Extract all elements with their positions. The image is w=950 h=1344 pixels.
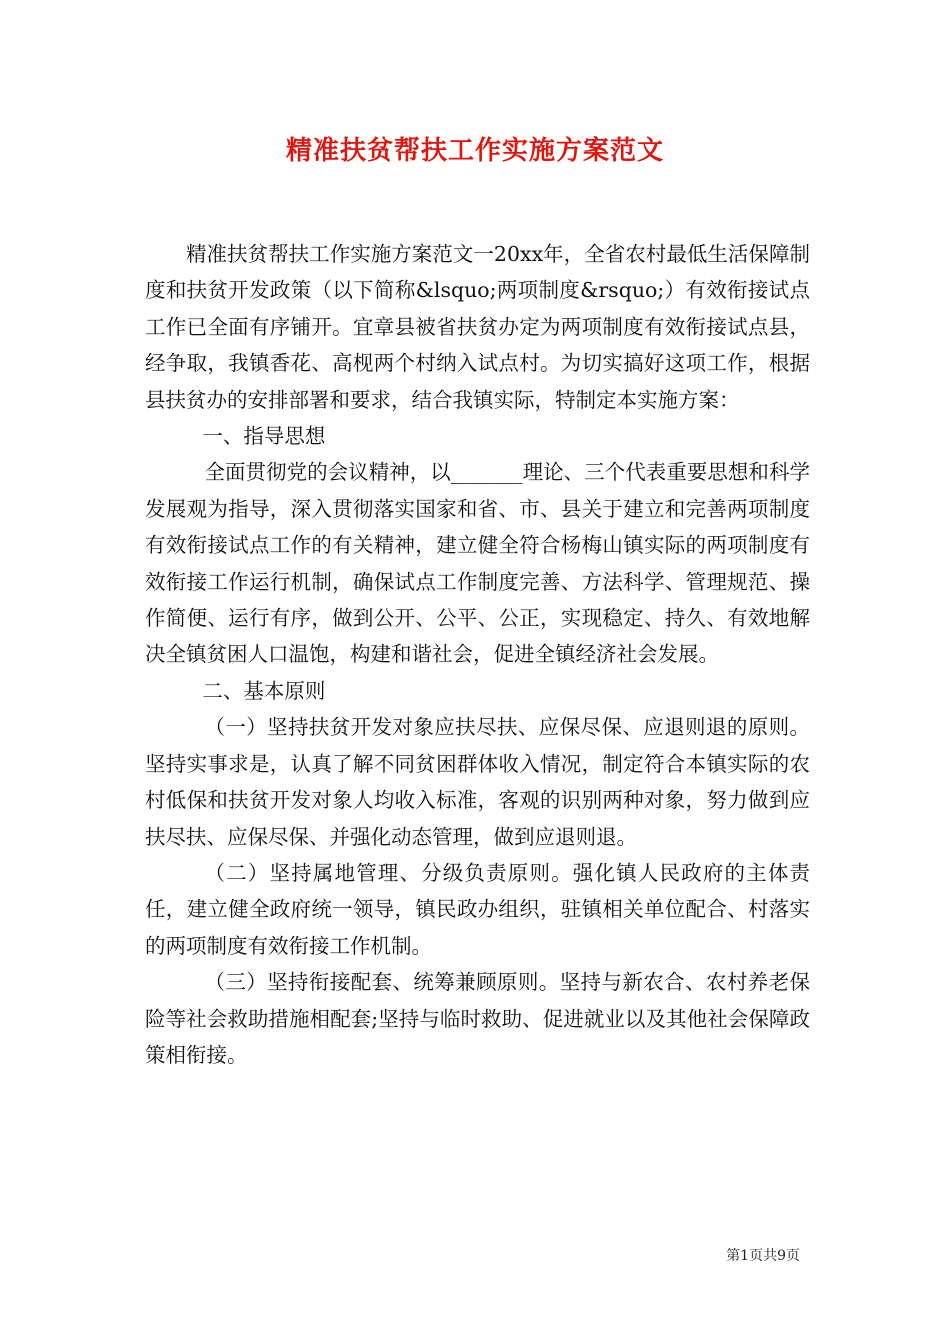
guiding-thought-paragraph: 全面贯彻党的会议精神，以_______理论、三个代表重要思想和科学发展观为指导，深入贯彻落实国家和省、市、县关于建立和完善两项制度有效衔接试点工作的有关精神，建立健全符合杨梅山镇实际的两项制度有效衔接工作运行机制，确保试点工作制度完善、方法科学、管理规范、操作简便、运行有序，做到公开、公平、公正，实现稳定、持久、有效地解决全镇贫困人口温饱，构建和谐社会，促进全镇经济社会发展。 — [145, 460, 810, 667]
document-title: 精准扶贫帮扶工作实施方案范文 — [285, 136, 664, 166]
document-body — [145, 236, 810, 1073]
principle-3-paragraph: （三）坚持衔接配套、统筹兼顾原则。坚持与新农合、农村养老保险等社会救助措施相配套;坚持与临时救助、促进就业以及其他社会保障政策相衔接。 — [145, 970, 810, 1067]
intro-paragraph: 精准扶贫帮扶工作实施方案范文一20xx年，全省农村最低生活保障制度和扶贫开发政策（以下简称&lsquo;两项制度&rsquo;）有效衔接试点工作已全面有序铺开。宜章县被省扶贫办定为两项制度有效衔接试点县，经争取，我镇香花、高枧两个村纳入试点村。为切实搞好这项工作，根据县扶贫办的安排部署和要求，结合我镇实际，特制定本实施方案： — [145, 242, 810, 412]
principle-1-paragraph: （一）坚持扶贫开发对象应扶尽扶、应保尽保、应退则退的原则。坚持实事求是，认真了解不同贫困群体收入情况，制定符合本镇实际的农村低保和扶贫开发对象人均收入标准，客观的识别两种对象，努力做到应扶尽扶、应保尽保、并强化动态管理，做到应退则退。 — [145, 715, 810, 849]
section-heading-guiding-thought: 一、指导思想 — [202, 424, 326, 449]
section-heading-basic-principles: 二、基本原则 — [202, 678, 326, 703]
principle-2-paragraph: （二）坚持属地管理、分级负责原则。强化镇人民政府的主体责任，建立健全政府统一领导，镇民政办组织，驻镇相关单位配合、村落实的两项制度有效衔接工作机制。 — [145, 860, 810, 958]
page-number-footer: 第1页共9页 — [726, 1248, 800, 1264]
